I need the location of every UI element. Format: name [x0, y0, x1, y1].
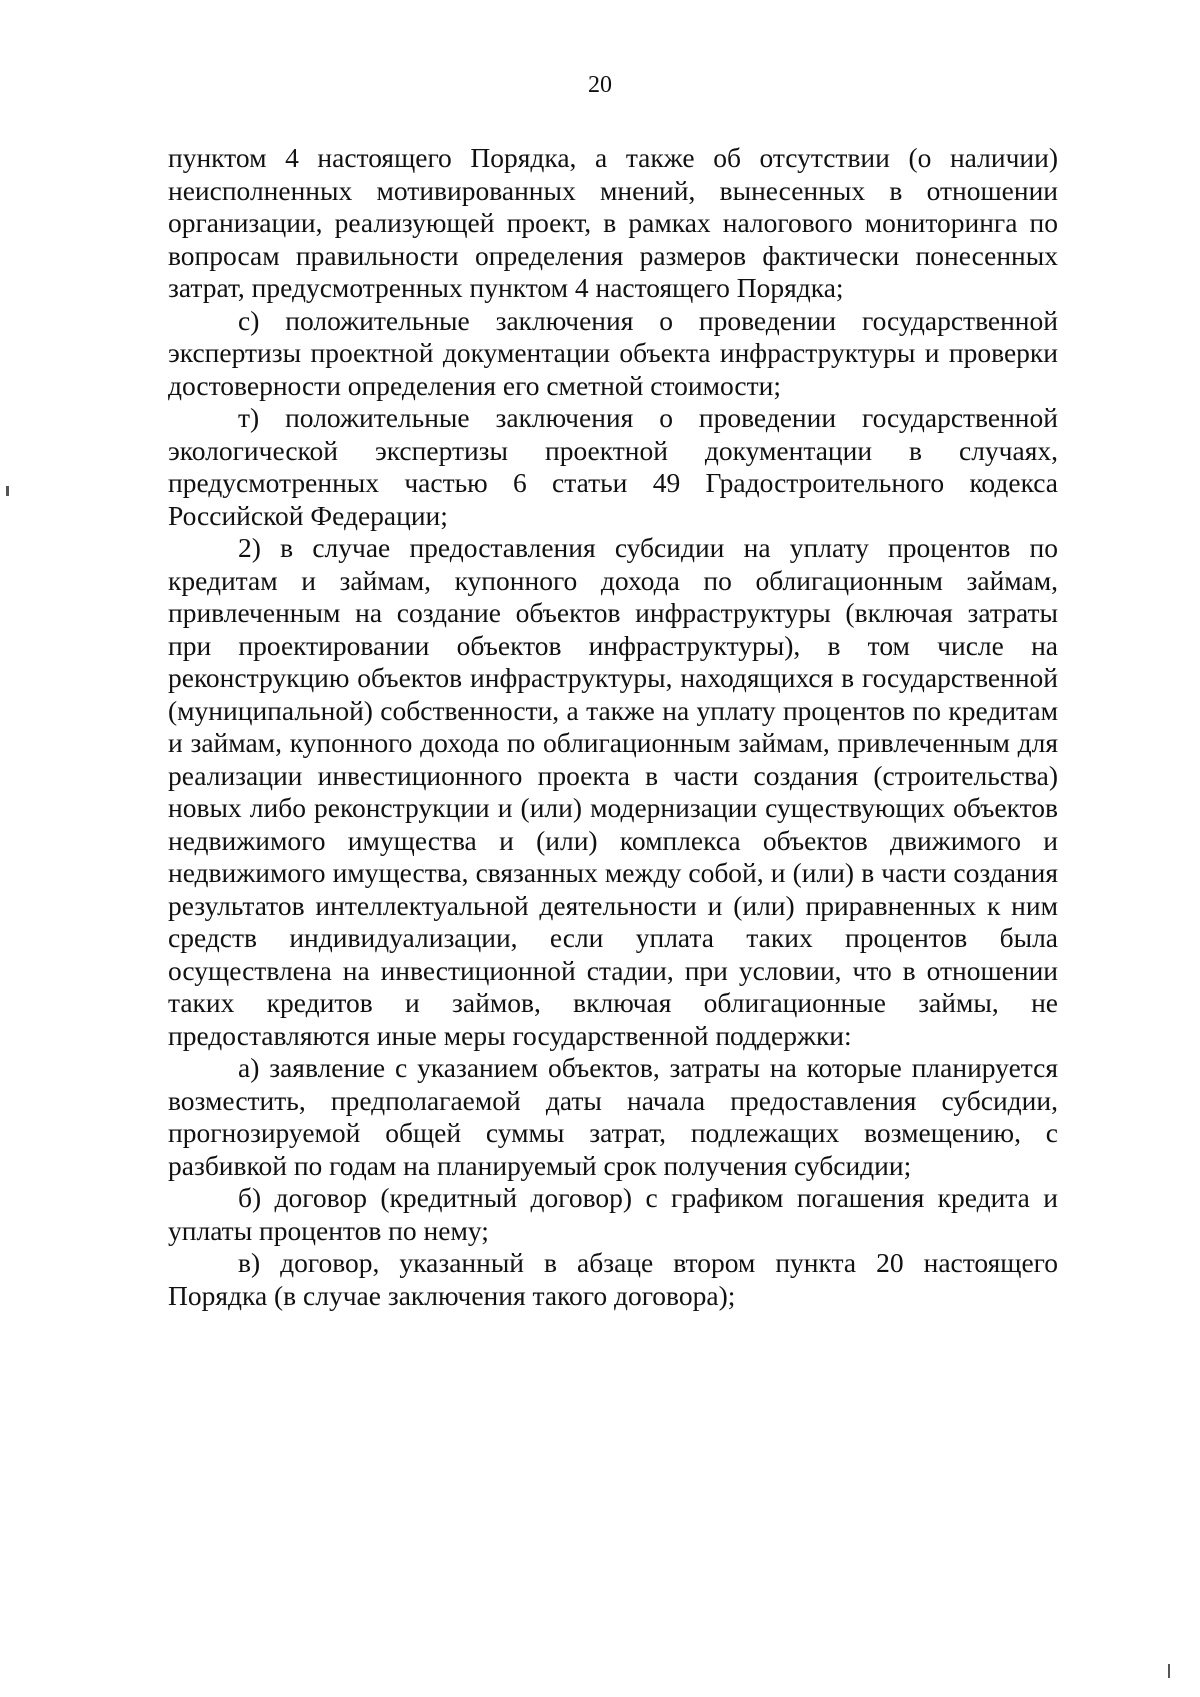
paragraph-item-s: с) положительные заключения о проведении государственной экспертизы проектной документации объекта инфраструктуры и проверки достоверности определения его сметной стоимости; — [168, 304, 1058, 401]
document-body — [168, 142, 1058, 1312]
paragraph-item-b: б) договор (кредитный договор) с графиком погашения кредита и уплаты процентов по нему; — [168, 1182, 1058, 1246]
paragraph-item-a: а) заявление с указанием объектов, затраты на которые планируется возместить, предполагаемой даты начала предоставления субсидии, прогнозируемой общей суммы затрат, подлежащих возмещению, с разбивкой по годам на планируемый срок получения субсидии; — [168, 1052, 1058, 1181]
scan-mark-left — [6, 486, 9, 496]
paragraph-item-2: 2) в случае предоставления субсидии на уплату процентов по кредитам и займам, купонного дохода по облигационным займам, привлеченным на создание объектов инфраструктуры (включая затраты при проектировании объектов инфраструктуры), в том числе на реконструкцию объектов инфраструктуры, находящихся в государственной (муниципальной) собственности, а также на уплату процентов по кредитам и займам, купонного дохода по облигационным займам, привлеченным для реализации инвестиционного проекта в части создания (строительства) новых либо реконструкции и (или) модернизации существующих объектов недвижимого имущества и (или) комплекса объектов движимого и недвижимого имущества, связанных между собой, и (или) в части создания результатов интеллектуальной деятельности и (или) приравненных к ним средств индивидуализации, если уплата таких процентов была осуществлена на инвестиционной стадии, при условии, что в отношении таких кредитов и займов, включая облигационные займы, не предоставляются иные меры государственной поддержки: — [168, 532, 1058, 1051]
page-number: 20 — [588, 72, 612, 98]
scan-mark-right — [1168, 1664, 1170, 1678]
paragraph-item-v: в) договор, указанный в абзаце втором пункта 20 настоящего Порядка (в случае заключения такого договора); — [168, 1247, 1058, 1311]
paragraph-continuation: пунктом 4 настоящего Порядка, а также об отсутствии (о наличии) неисполненных мотивированных мнений, вынесенных в отношении организации, реализующей проект, в рамках налогового мониторинга по вопросам правильности определения размеров фактически понесенных затрат, предусмотренных пунктом 4 настоящего Порядка; — [168, 142, 1058, 303]
paragraph-item-t: т) положительные заключения о проведении государственной экологической экспертизы проектной документации в случаях, предусмотренных частью 6 статьи 49 Градостроительного кодекса Российской Федерации; — [168, 402, 1058, 531]
